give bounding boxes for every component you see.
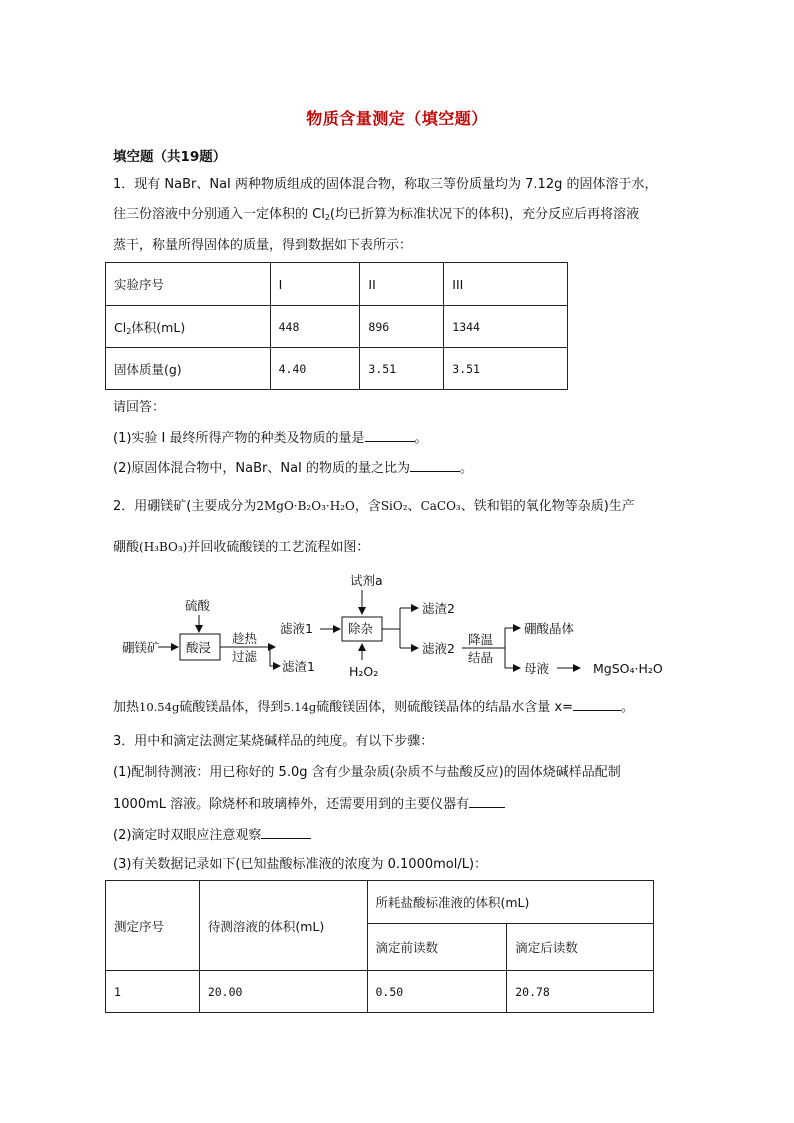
flow-label-boric-crystal: 硼酸晶体	[524, 621, 575, 636]
q2-formula: 2MgO·B₂O₃·H₂O	[256, 499, 355, 513]
q1-line1: 1．现有 NaBr、NaI 两种物质组成的固体混合物，称取三等份质量均为 7.12g 的固体溶于水，	[113, 177, 658, 192]
q1-table	[105, 262, 568, 390]
answer-blank[interactable]	[410, 459, 460, 472]
flow-label-leach: 酸浸	[186, 640, 212, 655]
flow-label-filtrate2: 滤液2	[422, 641, 455, 656]
q2-tail-a: 加热	[113, 700, 140, 715]
q2-sio2: SiO₂	[380, 499, 408, 513]
q1-line2-pre: 往三份溶液中分别通入一定体积的 Cl	[113, 207, 325, 222]
flow-label-residue2: 滤渣2	[422, 601, 455, 616]
q2-caco3: CaCO₃	[420, 499, 461, 513]
q1-header-cell: 实验序号	[106, 263, 271, 306]
q3-header-cell: 待测溶液的体积(mL)	[199, 881, 367, 971]
q2-tail-c: 硫酸镁固体，则硫酸镁晶体的结晶水含量 x=	[316, 700, 574, 715]
q3-table-header-row	[106, 881, 654, 924]
q3-sub2-text: (2)滴定时双眼应注意观察	[113, 828, 262, 843]
q3-header-cell: 滴定后读数	[507, 924, 654, 971]
q3-header-cell: 测定序号	[106, 881, 200, 971]
q3-sub3: (3)有关数据记录如下(已知盐酸标准液的浓度为 0.1000mol/L)：	[113, 857, 488, 872]
q3-header-cell: 滴定前读数	[367, 924, 507, 971]
q1-sub2-text: (2)原固体混合物中，NaBr、NaI 的物质的量之比为	[113, 461, 411, 476]
q3-table-row	[106, 971, 654, 1013]
q1-sub2	[113, 459, 473, 478]
q1-table-row	[106, 306, 568, 348]
q1-row-label	[106, 306, 271, 348]
q3-sub2	[113, 826, 311, 845]
process-flow-diagram	[110, 568, 680, 686]
flow-label-filtrate1: 滤液1	[280, 621, 313, 636]
section-title: 填空题（共19题）	[113, 149, 227, 165]
q3-line1: 3．用中和滴定法测定某烧碱样品的纯度。有以下步骤：	[113, 734, 434, 749]
q1-table-row	[106, 348, 568, 390]
flow-branch	[270, 647, 278, 666]
q3-cell: 0.50	[367, 971, 507, 1013]
answer-blank[interactable]	[573, 698, 621, 711]
flow-label-sulfuric: 硫酸	[185, 598, 211, 613]
q1-sub1	[113, 429, 428, 448]
page-title: 物质含量测定（填空题）	[306, 109, 488, 128]
q2-tail	[113, 698, 634, 717]
q1-sub1-end: 。	[414, 431, 428, 446]
q1-row-label: 固体质量(g)	[106, 348, 271, 390]
q2-line2-b: 并回收硫酸镁的工艺流程如图：	[187, 540, 370, 555]
flow-label-product: MgSO₄·H₂O	[593, 661, 663, 676]
q1-table-header-row	[106, 263, 568, 306]
q2-tail-end: 。	[621, 700, 635, 715]
q1-header-cell: II	[360, 263, 444, 306]
flow-label-hot-2: 过滤	[232, 649, 258, 664]
q2-h3bo3: (H₃BO₃)	[139, 540, 188, 554]
q1-cell: 1344	[444, 306, 568, 348]
q1-line3: 蒸干，称量所得固体的质量，得到数据如下表所示：	[113, 238, 413, 253]
q1-sub2-end: 。	[460, 461, 474, 476]
q3-sub1-a: (1)配制待测液：用已称好的 5.0g 含有少量杂质(杂质不与盐酸反应)的固体烧碱样品配制	[113, 765, 621, 780]
flow-label-remove: 除杂	[348, 621, 374, 636]
q3-sub1-b-text: 1000mL 溶液。除烧杯和玻璃棒外，还需要用到的主要仪器有	[113, 797, 470, 812]
flow-label-cool-1: 降温	[468, 632, 494, 647]
q3-sub1-b	[113, 795, 505, 814]
flow-label-hot-1: 趁热	[232, 631, 258, 646]
q2-line1	[113, 497, 635, 516]
flow-label-residue1: 滤渣1	[282, 659, 315, 674]
answer-blank[interactable]	[469, 795, 505, 808]
q2-line1-c: 、铁和铝的氧化物等杂质)生产	[460, 499, 635, 514]
q1-line2-sub: 2	[324, 213, 330, 222]
q1-cell: 3.51	[444, 348, 568, 390]
q1-header-cell: I	[270, 263, 360, 306]
q2-line2-a: 硼酸	[113, 540, 140, 555]
q3-header-cell: 所耗盐酸标准液的体积(mL)	[367, 881, 654, 924]
q2-sep: 、	[407, 499, 421, 514]
q2-mass1: 10.54g	[139, 700, 180, 714]
q3-cell: 1	[106, 971, 200, 1013]
flow-label-reagent-a: 试剂a	[350, 573, 383, 588]
q2-line1-b: ，含	[354, 499, 381, 514]
q2-line1-a: 2．用硼镁矿(主要成分为	[113, 499, 257, 514]
cl-text: Cl	[114, 319, 127, 335]
q2-tail-b: 硫酸镁晶体，得到	[179, 700, 284, 715]
flow-label-cool-2: 结晶	[468, 650, 494, 665]
q3-table	[105, 880, 654, 1013]
flow-label-ore: 硼镁矿	[122, 640, 160, 655]
q1-header-cell: III	[444, 263, 568, 306]
q2-line2	[113, 538, 369, 557]
q3-cell: 20.00	[199, 971, 367, 1013]
q1-cell: 896	[360, 306, 444, 348]
answer-blank[interactable]	[261, 826, 311, 839]
q1-line2-post: (均已折算为标准状况下的体积)，充分反应后再将溶液	[329, 207, 640, 222]
flow-label-h2o2: H₂O₂	[349, 664, 379, 679]
q1-prompt: 请回答：	[113, 400, 166, 415]
q1-cell: 448	[270, 306, 360, 348]
q3-cell: 20.78	[507, 971, 654, 1013]
q2-mass2: 5.14g	[283, 700, 317, 714]
cl-post: 体积(mL)	[131, 319, 186, 335]
answer-blank[interactable]	[365, 429, 415, 442]
q1-sub1-text: (1)实验 I 最终所得产物的种类及物质的量是	[113, 431, 365, 446]
q1-cell: 4.40	[270, 348, 360, 390]
flow-label-mother: 母液	[524, 661, 550, 676]
q1-line2	[113, 206, 639, 227]
cl-sub: 2	[126, 326, 132, 336]
q1-cell: 3.51	[360, 348, 444, 390]
